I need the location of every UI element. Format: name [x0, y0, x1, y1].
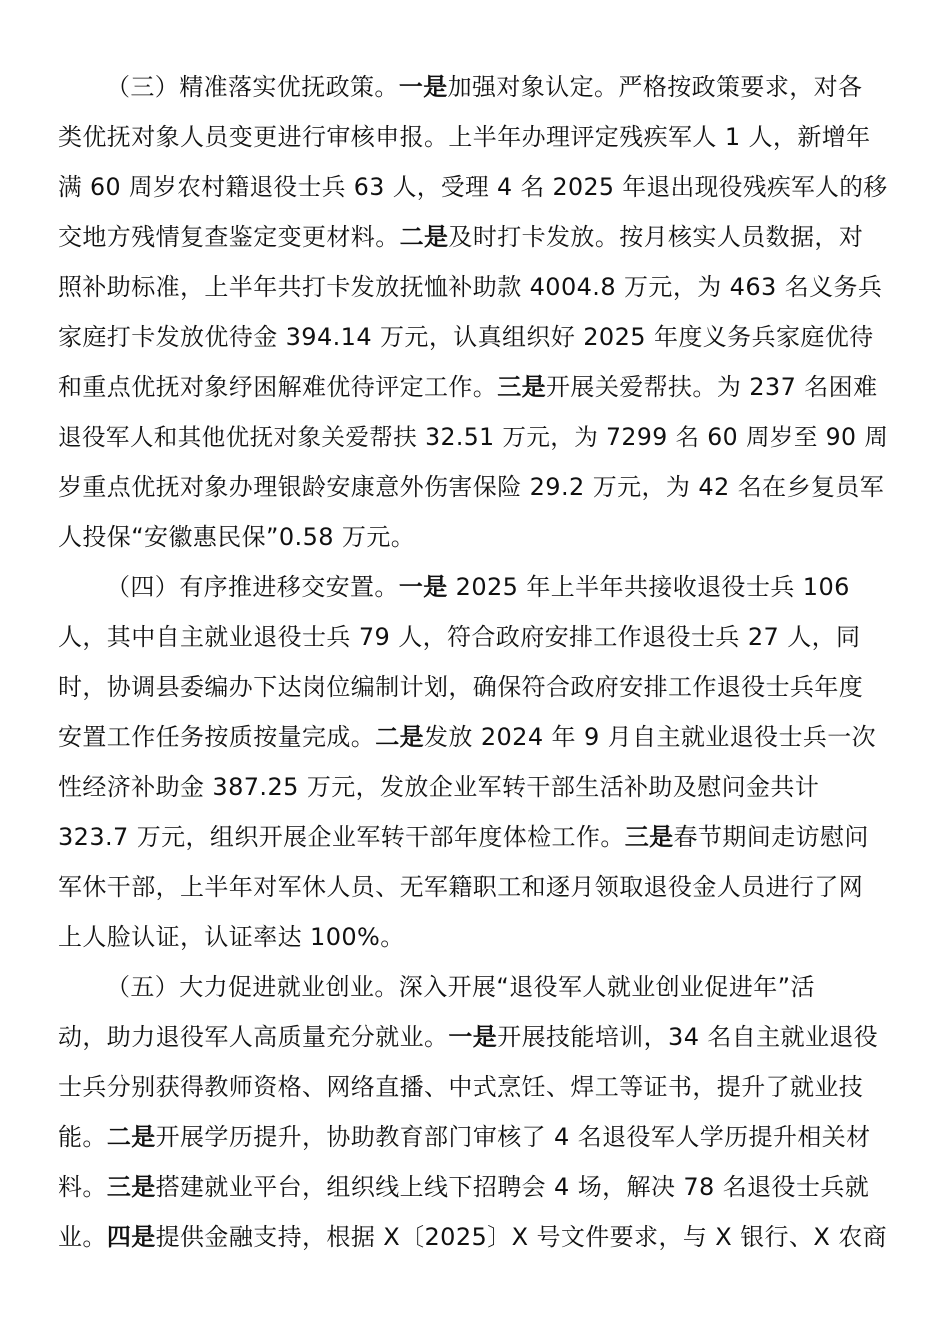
text-line [58, 512, 888, 562]
body-text: 业。 [58, 1223, 107, 1251]
text-line [58, 112, 888, 162]
text-line [58, 762, 888, 812]
text-line [58, 962, 888, 1012]
body-text: 2025 年上半年共接收退役士兵 106 [447, 573, 850, 601]
body-text: 开展技能培训，34 名自主就业退役 [497, 1023, 879, 1051]
body-text: 家庭打卡发放优待金 394.14 万元，认真组织好 2025 年度义务兵家庭优待 [58, 323, 874, 351]
body-text: 料。 [58, 1173, 107, 1201]
body-text: 类优抚对象人员变更进行审核申报。上半年办理评定残疾军人 1 人，新增年 [58, 123, 871, 151]
text-line [58, 1062, 888, 1112]
text-line [58, 212, 888, 262]
text-line [58, 912, 888, 962]
body-text: 人，其中自主就业退役士兵 79 人，符合政府安排工作退役士兵 27 人，同 [58, 623, 861, 651]
bold-lead-text: 一是 [398, 73, 448, 101]
body-text: 加强对象认定。严格按政策要求，对各 [447, 73, 863, 101]
text-line [58, 312, 888, 362]
body-text: 春节期间走访慰问 [673, 823, 869, 851]
paragraph [58, 562, 888, 962]
body-text: 搭建就业平台，组织线上线下招聘会 4 场，解决 78 名退役士兵就 [155, 1173, 870, 1201]
paragraph [58, 62, 888, 562]
body-text: 能。 [58, 1123, 107, 1151]
text-line [58, 1212, 888, 1262]
body-text: 开展关爱帮扶。为 237 名困难 [546, 373, 878, 401]
text-line [58, 1162, 888, 1212]
text-line [58, 612, 888, 662]
body-text: 及时打卡发放。按月核实人员数据，对 [448, 223, 864, 251]
document-body [58, 62, 888, 1262]
body-text: 照补助标准，上半年共打卡发放抚恤补助款 4004.8 万元，为 463 名义务兵 [58, 273, 883, 301]
body-text: 退役军人和其他优抚对象关爱帮扶 32.51 万元，为 7299 名 60 周岁至 90 周 [58, 423, 889, 451]
text-line [58, 562, 888, 612]
text-line [58, 462, 888, 512]
bold-lead-text: 四是 [106, 1223, 156, 1251]
paragraph [58, 962, 888, 1262]
text-line [58, 362, 888, 412]
body-text: 上人脸认证，认证率达 100%。 [58, 923, 405, 951]
body-text: 士兵分别获得教师资格、网络直播、中式烹饪、焊工等证书，提升了就业技 [58, 1073, 864, 1101]
body-text: 岁重点优抚对象办理银龄安康意外伤害保险 29.2 万元，为 42 名在乡复员军 [58, 473, 885, 501]
text-line [58, 662, 888, 712]
body-text: 和重点优抚对象纾困解难优待评定工作。 [58, 373, 498, 401]
body-text: 性经济补助金 387.25 万元，发放企业军转干部生活补助及慰问金共计 [58, 773, 820, 801]
bold-lead-text: 三是 [624, 823, 674, 851]
text-line [58, 62, 888, 112]
body-text: 提供金融支持，根据 X〔2025〕X 号文件要求，与 X 银行、X 农商 [155, 1223, 888, 1251]
text-line [58, 162, 888, 212]
bold-lead-text: 三是 [497, 373, 547, 401]
body-text: 安置工作任务按质按量完成。 [58, 723, 376, 751]
text-line [58, 1012, 888, 1062]
bold-lead-text: 二是 [106, 1123, 156, 1151]
body-text: （四）有序推进移交安置。 [106, 573, 399, 601]
text-line [58, 712, 888, 762]
bold-lead-text: 三是 [106, 1173, 156, 1201]
text-line [58, 262, 888, 312]
body-text: （五）大力促进就业创业。深入开展“退役军人就业创业促进年”活 [106, 973, 815, 1001]
body-text: 满 60 周岁农村籍退役士兵 63 人，受理 4 名 2025 年退出现役残疾军人的移 [58, 173, 888, 201]
text-line [58, 862, 888, 912]
bold-lead-text: 二是 [375, 723, 425, 751]
body-text: 开展学历提升，协助教育部门审核了 4 名退役军人学历提升相关材 [155, 1123, 871, 1151]
body-text: 发放 2024 年 9 月自主就业退役士兵一次 [424, 723, 877, 751]
text-line [58, 412, 888, 462]
bold-lead-text: 一是 [398, 573, 448, 601]
text-line [58, 1112, 888, 1162]
body-text: （三）精准落实优抚政策。 [106, 73, 399, 101]
bold-lead-text: 二是 [399, 223, 449, 251]
body-text: 时，协调县委编办下达岗位编制计划，确保符合政府安排工作退役士兵年度 [58, 673, 864, 701]
body-text: 动，助力退役军人高质量充分就业。 [58, 1023, 449, 1051]
body-text: 交地方残情复查鉴定变更材料。 [58, 223, 400, 251]
body-text: 323.7 万元，组织开展企业军转干部年度体检工作。 [58, 823, 625, 851]
body-text: 军休干部，上半年对军休人员、无军籍职工和逐月领取退役金人员进行了网 [58, 873, 864, 901]
body-text: 人投保“安徽惠民保”0.58 万元。 [58, 523, 416, 551]
text-line [58, 812, 888, 862]
bold-lead-text: 一是 [448, 1023, 498, 1051]
